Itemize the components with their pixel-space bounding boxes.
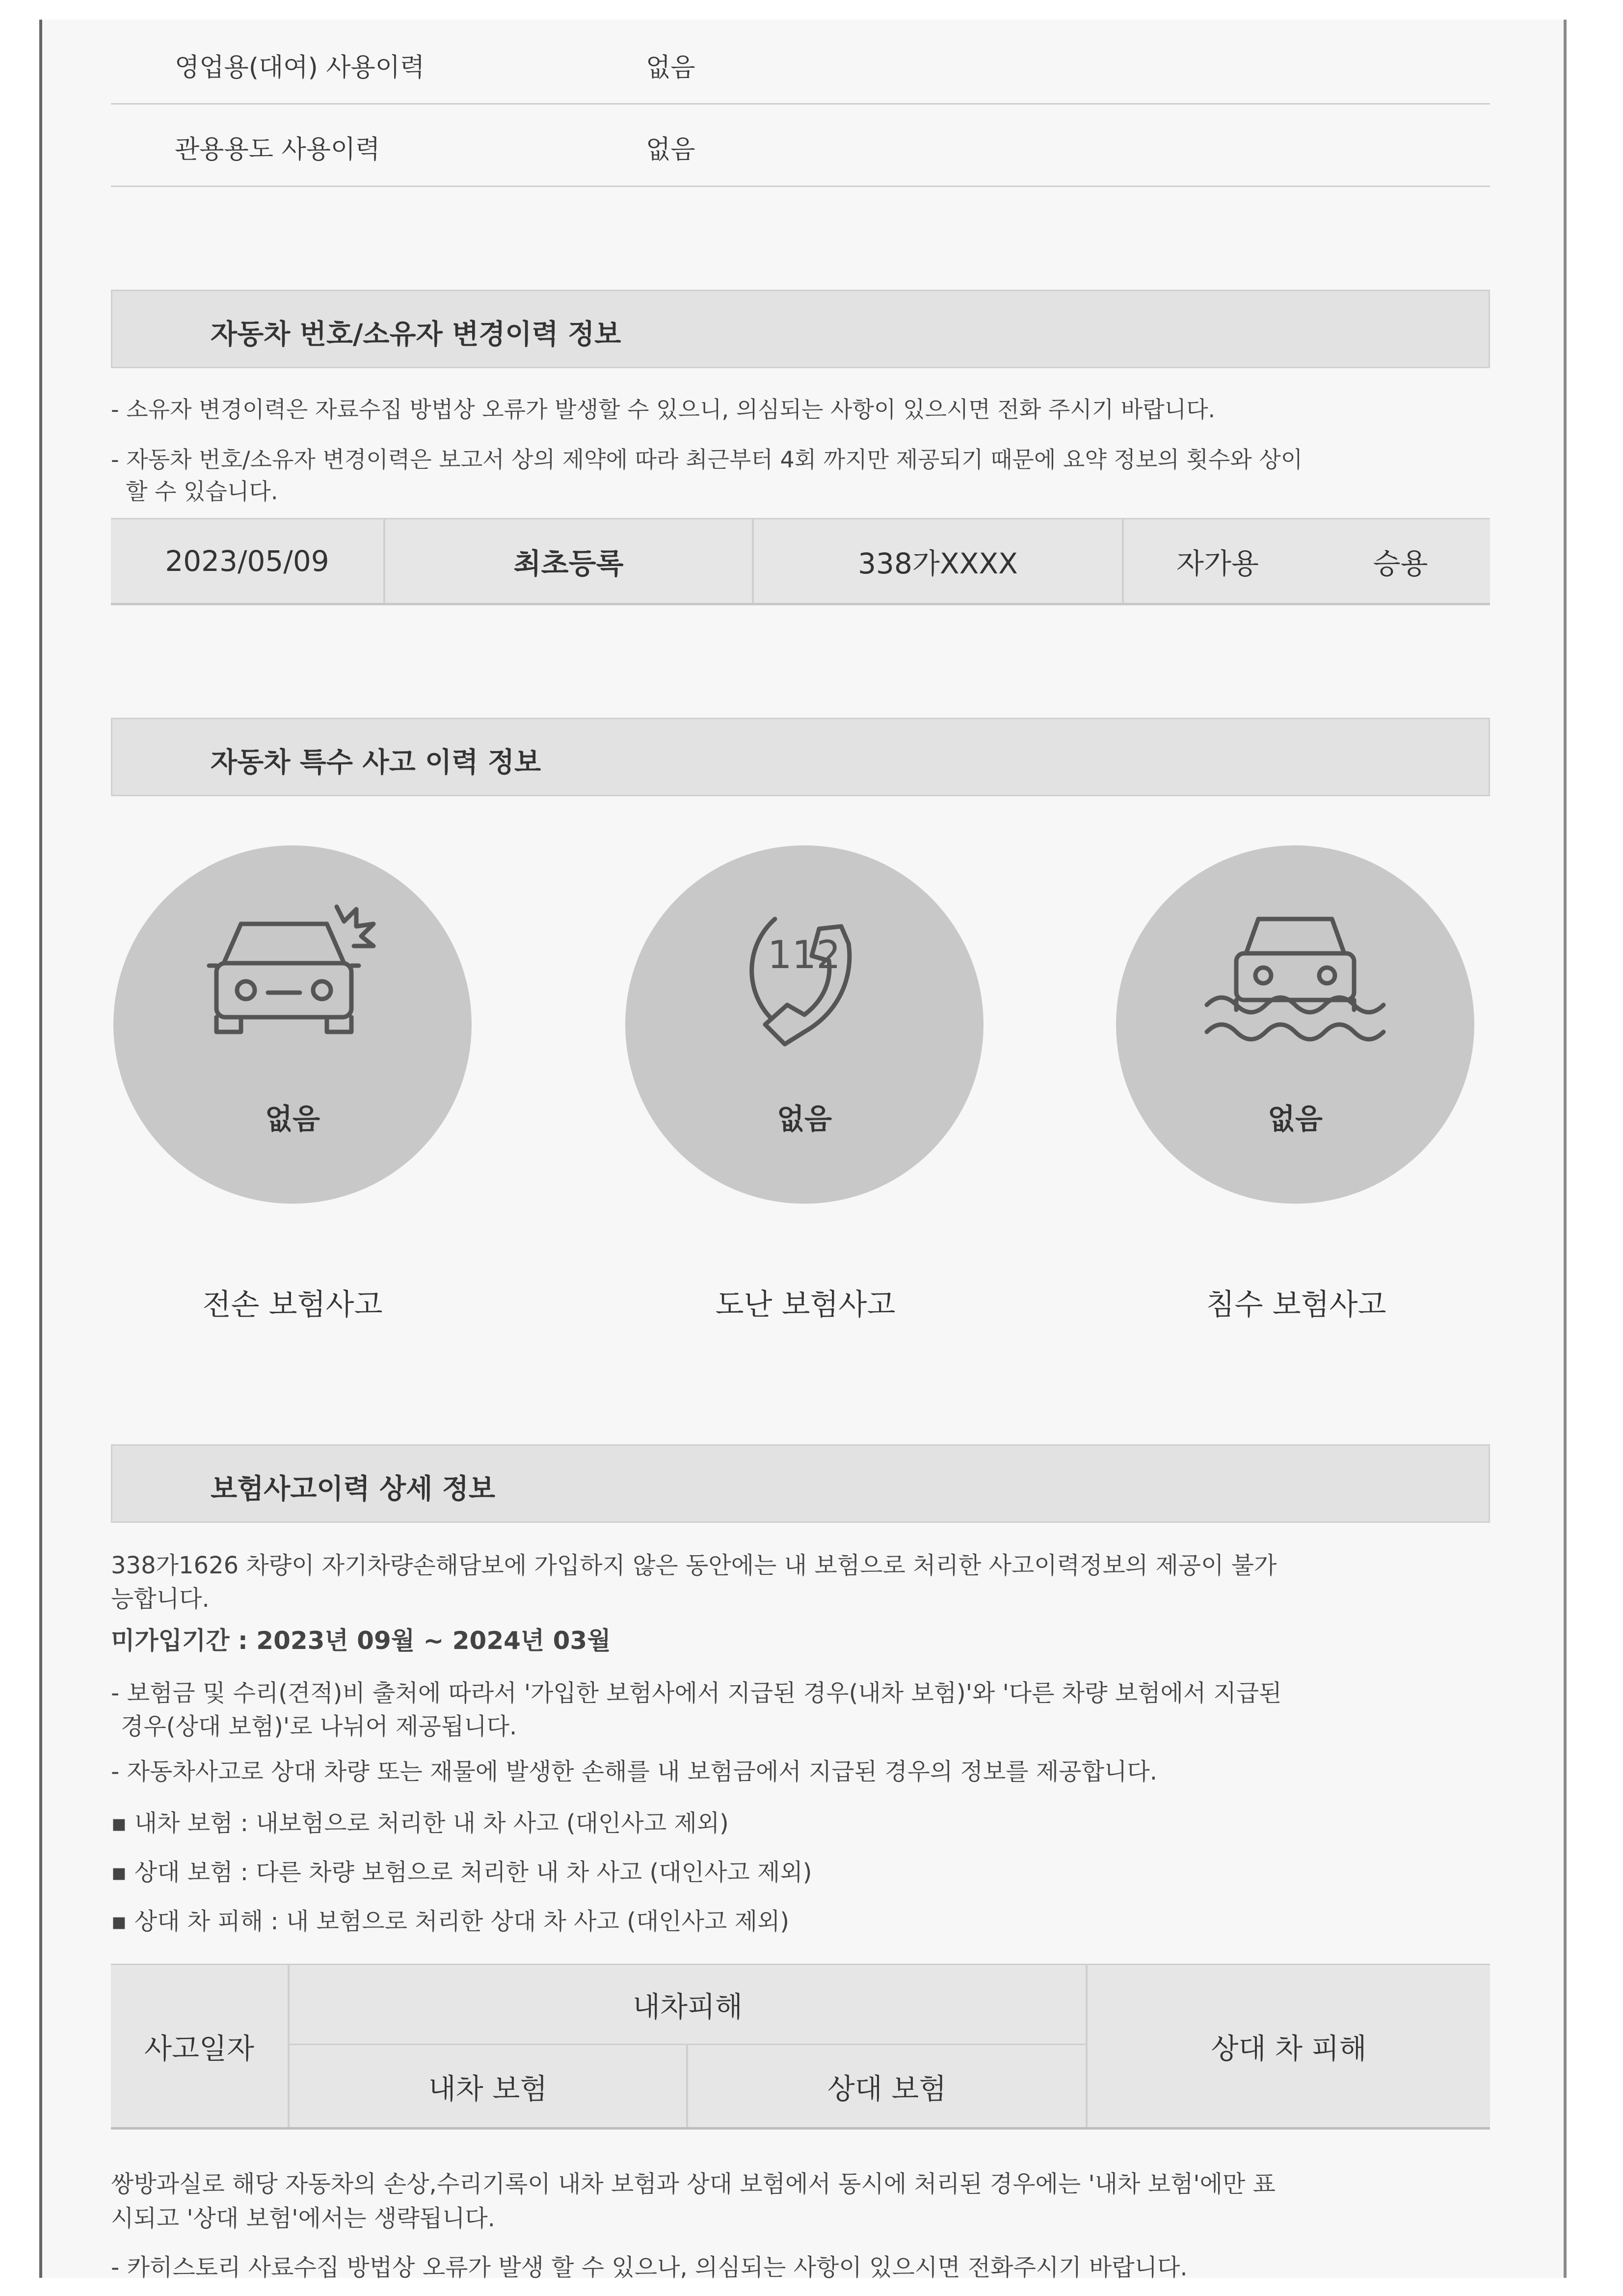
section-title: 보험사고이력 상세 정보 — [211, 1473, 495, 1505]
accident-table-header — [111, 1964, 1490, 2130]
owner-note: - 소유자 변경이력은 자료수집 방법상 오류가 발생할 수 있으니, 의심되는 사항이 있으시면 전화 주시기 바랍니다. — [111, 396, 1216, 423]
col-own-damage: 내차피해 — [632, 1990, 743, 2024]
car-crash-icon — [194, 899, 391, 1047]
owner-row-type: 최초등록 — [513, 547, 624, 580]
section-header-owner — [111, 290, 1490, 368]
theft-value: 없음 — [776, 1102, 832, 1135]
section-header-special — [111, 718, 1490, 796]
phone-112-text: 112 — [768, 933, 841, 977]
col-other-car-damage: 상대 차 피해 — [1211, 2032, 1367, 2065]
detail-note: - 보험금 및 수리(견적)비 출처에 따라서 '가입한 보험사에서 지급된 경우(내차 보험)'와 '다른 차량 보험에서 지급된 — [111, 1679, 1282, 1707]
owner-history-row — [111, 518, 1490, 605]
section-title: 자동차 특수 사고 이력 정보 — [211, 747, 541, 779]
owner-row-plate: 338가XXXX — [858, 547, 1018, 580]
detail-bullet: ▪ 내차 보험 : 내보험으로 처리한 내 차 사고 (대인사고 제외) — [111, 1810, 729, 1837]
total-loss-label: 전손 보험사고 — [202, 1288, 383, 1322]
uninsured-period: 미가입기간 : 2023년 09월 ~ 2024년 03월 — [111, 1626, 611, 1655]
detail-bullet: ▪ 상대 보험 : 다른 차량 보험으로 처리한 내 차 사고 (대인사고 제외) — [111, 1859, 812, 1886]
theft-circle — [625, 845, 984, 1204]
section-header-detail — [111, 1444, 1490, 1523]
col-accident-date: 사고일자 — [144, 2032, 255, 2065]
col-other-insurance: 상대 보험 — [827, 2072, 947, 2106]
footer-note: 시되고 '상대 보험'에서는 생략됩니다. — [111, 2205, 495, 2232]
divider — [111, 186, 1490, 187]
car-flood-icon — [1197, 899, 1393, 1047]
footer-note: 쌍방과실로 해당 자동차의 손상,수리기록이 내차 보험과 상대 보험에서 동시에 처리된 경우에는 '내차 보험'에만 표 — [111, 2170, 1276, 2198]
owner-row-kind: 승용 — [1373, 547, 1428, 580]
usage-value-rental: 없음 — [646, 53, 695, 82]
flood-circle — [1116, 845, 1474, 1204]
total-loss-value: 없음 — [265, 1102, 320, 1135]
section-title: 자동차 번호/소유자 변경이력 정보 — [211, 319, 621, 351]
detail-bullet: ▪ 상대 차 피해 : 내 보험으로 처리한 상대 차 사고 (대인사고 제외) — [111, 1908, 790, 1935]
flood-label: 침수 보험사고 — [1206, 1288, 1386, 1322]
col-own-insurance: 내차 보험 — [428, 2072, 548, 2106]
owner-row-date: 2023/05/09 — [165, 544, 329, 578]
detail-note: - 자동차사고로 상대 차량 또는 재물에 발생한 손해를 내 보험금에서 지급된 경우의 정보를 제공합니다. — [111, 1758, 1158, 1785]
usage-label-rental: 영업용(대여) 사용이력 — [175, 53, 425, 82]
detail-note: 경우(상대 보험)'로 나뉘어 제공됩니다. — [121, 1713, 517, 1740]
total-loss-circle — [113, 845, 472, 1204]
cell-divider — [383, 519, 385, 603]
report-page — [39, 20, 1567, 2281]
theft-label: 도난 보험사고 — [715, 1288, 896, 1322]
cell-divider — [1122, 519, 1124, 603]
usage-label-official: 관용용도 사용이력 — [175, 135, 380, 164]
usage-value-official: 없음 — [646, 135, 695, 164]
footer-note: - 카히스토리 사료수집 방법상 오류가 발생 할 수 있으나, 의심되는 사항이 있으시면 전화주시기 바랍니다. — [111, 2254, 1188, 2281]
owner-note: 할 수 있습니다. — [126, 478, 278, 505]
detail-intro: 338가1626 차량이 자기차량손해담보에 가입하지 않은 동안에는 내 보험으로 처리한 사고이력정보의 제공이 불가 — [111, 1552, 1277, 1579]
owner-row-use: 자가용 — [1176, 547, 1259, 580]
flood-value: 없음 — [1267, 1102, 1323, 1135]
phone-112-icon — [706, 899, 903, 1047]
detail-intro: 능합니다. — [111, 1585, 210, 1613]
divider — [111, 103, 1490, 105]
owner-note: - 자동차 번호/소유자 변경이력은 보고서 상의 제약에 따라 최근부터 4회 까지만 제공되기 때문에 요약 정보의 횟수와 상이 — [111, 446, 1303, 473]
